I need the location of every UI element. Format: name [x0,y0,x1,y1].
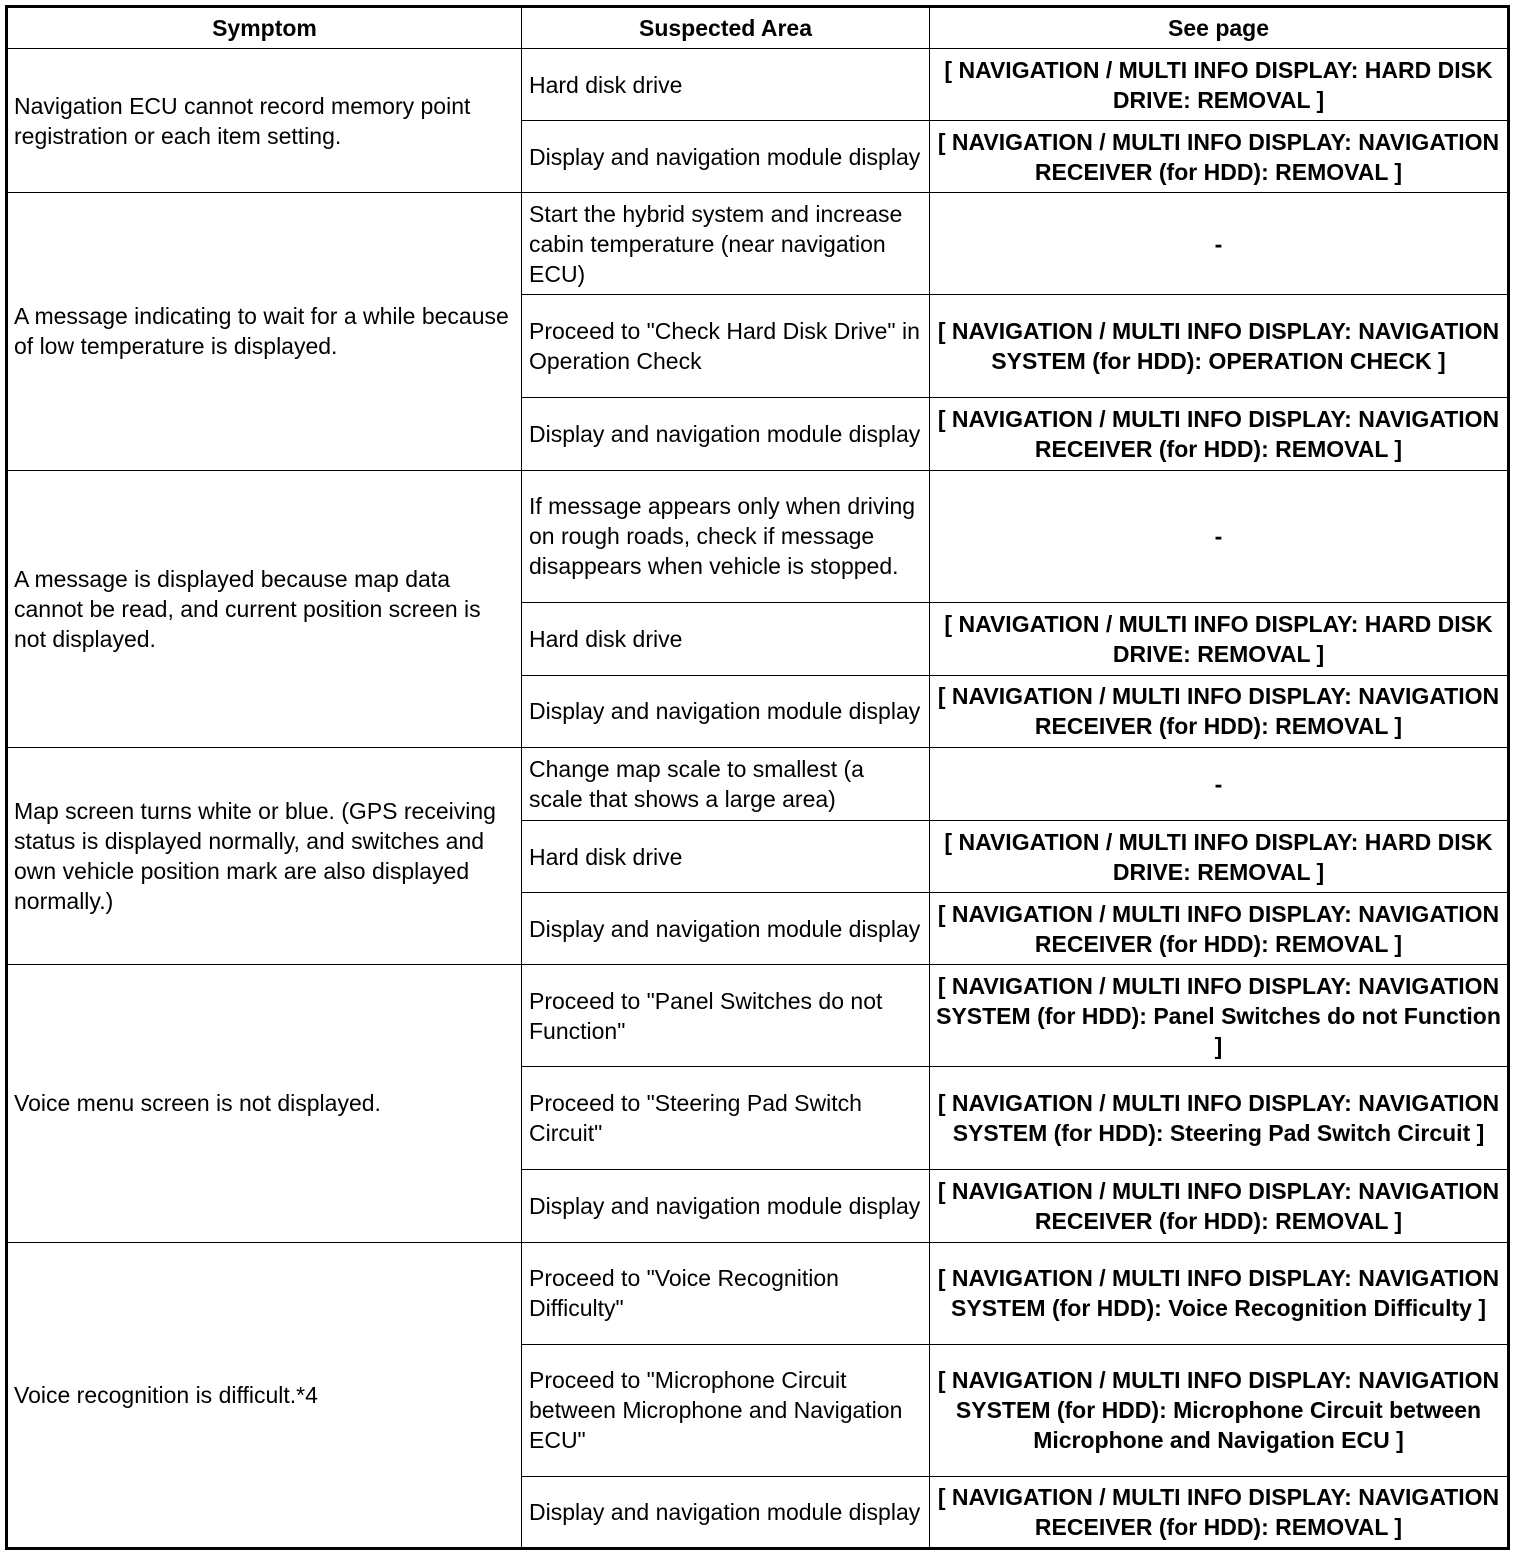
see-page-cell: [ NAVIGATION / MULTI INFO DISPLAY: HARD DISK DRIVE: REMOVAL ] [930,820,1509,892]
suspected-area-cell: Change map scale to smallest (a scale that shows a large area) [522,747,930,820]
header-see-page: See page [930,7,1509,49]
see-page-cell: [ NAVIGATION / MULTI INFO DISPLAY: NAVIGATION RECEIVER (for HDD): REMOVAL ] [930,121,1509,193]
table-row [7,470,1509,602]
symptom-cell: Map screen turns white or blue. (GPS receiving status is displayed normally, and switches and own vehicle position mark are also displayed normally.) [7,747,522,964]
suspected-area-cell: Display and navigation module display [522,1476,930,1548]
header-suspected-area: Suspected Area [522,7,930,49]
suspected-area-cell: Hard disk drive [522,49,930,121]
header-symptom: Symptom [7,7,522,49]
see-page-cell: [ NAVIGATION / MULTI INFO DISPLAY: NAVIGATION SYSTEM (for HDD): OPERATION CHECK ] [930,295,1509,398]
symptom-cell: A message is displayed because map data cannot be read, and current position screen is not displayed. [7,470,522,747]
symptom-cell: Navigation ECU cannot record memory point registration or each item setting. [7,49,522,193]
table-row [7,49,1509,121]
table-row [7,747,1509,820]
see-page-cell: [ NAVIGATION / MULTI INFO DISPLAY: NAVIGATION RECEIVER (for HDD): REMOVAL ] [930,675,1509,747]
table-row [7,1242,1509,1344]
see-page-cell: - [930,193,1509,295]
see-page-cell: [ NAVIGATION / MULTI INFO DISPLAY: HARD DISK DRIVE: REMOVAL ] [930,602,1509,675]
suspected-area-cell: Proceed to "Microphone Circuit between Microphone and Navigation ECU" [522,1344,930,1476]
suspected-area-cell: Display and navigation module display [522,1170,930,1242]
suspected-area-cell: Display and navigation module display [522,893,930,965]
see-page-cell: [ NAVIGATION / MULTI INFO DISPLAY: NAVIGATION SYSTEM (for HDD): Microphone Circuit between Microphone and Navigation ECU ] [930,1344,1509,1476]
troubleshooting-table [5,5,1510,1550]
see-page-cell: [ NAVIGATION / MULTI INFO DISPLAY: NAVIGATION RECEIVER (for HDD): REMOVAL ] [930,1170,1509,1242]
suspected-area-cell: Proceed to "Panel Switches do not Function" [522,965,930,1067]
symptom-cell: Voice menu screen is not displayed. [7,965,522,1242]
suspected-area-cell: Display and navigation module display [522,675,930,747]
suspected-area-cell: Display and navigation module display [522,398,930,470]
see-page-cell: - [930,470,1509,602]
suspected-area-cell: Proceed to "Voice Recognition Difficulty" [522,1242,930,1344]
see-page-cell: [ NAVIGATION / MULTI INFO DISPLAY: HARD DISK DRIVE: REMOVAL ] [930,49,1509,121]
see-page-cell: [ NAVIGATION / MULTI INFO DISPLAY: NAVIGATION SYSTEM (for HDD): Voice Recognition Difficulty ] [930,1242,1509,1344]
see-page-cell: - [930,747,1509,820]
suspected-area-cell: Display and navigation module display [522,121,930,193]
symptom-cell: A message indicating to wait for a while because of low temperature is displayed. [7,193,522,470]
see-page-cell: [ NAVIGATION / MULTI INFO DISPLAY: NAVIGATION RECEIVER (for HDD): REMOVAL ] [930,893,1509,965]
header-row [7,7,1509,49]
table-row [7,193,1509,295]
suspected-area-cell: Hard disk drive [522,820,930,892]
suspected-area-cell: Hard disk drive [522,602,930,675]
see-page-cell: [ NAVIGATION / MULTI INFO DISPLAY: NAVIGATION SYSTEM (for HDD): Panel Switches do not Function ] [930,965,1509,1067]
table-row [7,965,1509,1067]
suspected-area-cell: Proceed to "Steering Pad Switch Circuit" [522,1067,930,1170]
suspected-area-cell: Proceed to "Check Hard Disk Drive" in Operation Check [522,295,930,398]
see-page-cell: [ NAVIGATION / MULTI INFO DISPLAY: NAVIGATION RECEIVER (for HDD): REMOVAL ] [930,1476,1509,1548]
suspected-area-cell: Start the hybrid system and increase cabin temperature (near navigation ECU) [522,193,930,295]
symptom-cell: Voice recognition is difficult.*4 [7,1242,522,1548]
suspected-area-cell: If message appears only when driving on rough roads, check if message disappears when vehicle is stopped. [522,470,930,602]
see-page-cell: [ NAVIGATION / MULTI INFO DISPLAY: NAVIGATION RECEIVER (for HDD): REMOVAL ] [930,398,1509,470]
see-page-cell: [ NAVIGATION / MULTI INFO DISPLAY: NAVIGATION SYSTEM (for HDD): Steering Pad Switch Circuit ] [930,1067,1509,1170]
